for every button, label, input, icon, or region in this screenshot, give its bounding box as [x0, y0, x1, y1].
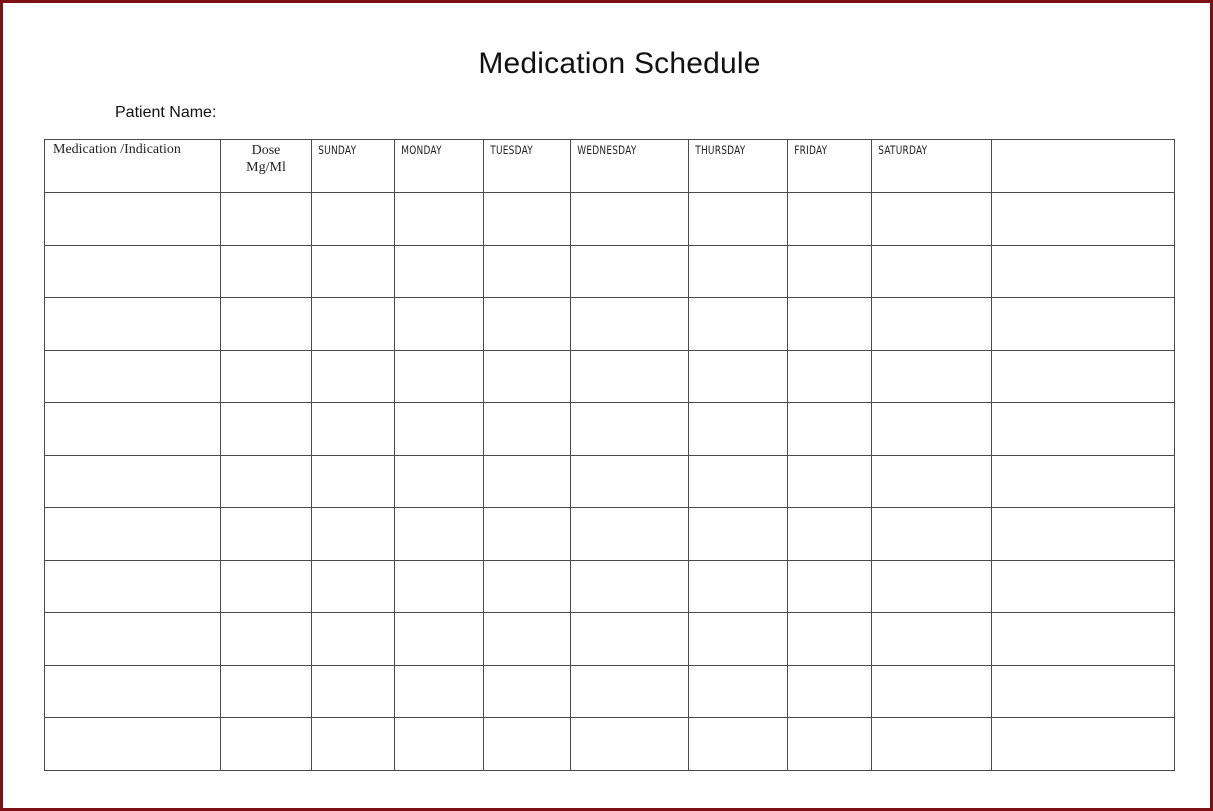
- cell-extra[interactable]: [992, 298, 1175, 351]
- cell-thursday[interactable]: [689, 613, 788, 666]
- cell-friday[interactable]: [788, 245, 872, 298]
- cell-sunday[interactable]: [312, 245, 395, 298]
- cell-medication[interactable]: [45, 455, 221, 508]
- cell-dose[interactable]: [221, 245, 312, 298]
- table-row: [45, 665, 1175, 718]
- cell-tuesday[interactable]: [484, 298, 571, 351]
- cell-extra[interactable]: [992, 245, 1175, 298]
- cell-tuesday[interactable]: [484, 403, 571, 456]
- cell-dose[interactable]: [221, 560, 312, 613]
- table-row: [45, 193, 1175, 246]
- cell-medication[interactable]: [45, 193, 221, 246]
- cell-monday[interactable]: [395, 508, 484, 561]
- cell-saturday[interactable]: [872, 560, 992, 613]
- header-wednesday-label: WEDNESDAY: [577, 143, 637, 157]
- table-row: [45, 403, 1175, 456]
- cell-sunday[interactable]: [312, 613, 395, 666]
- cell-wednesday[interactable]: [571, 350, 689, 403]
- header-wednesday: [571, 140, 689, 193]
- cell-sunday[interactable]: [312, 560, 395, 613]
- cell-sunday[interactable]: [312, 350, 395, 403]
- header-dose-line1: Dose: [251, 143, 281, 158]
- cell-friday[interactable]: [788, 298, 872, 351]
- cell-dose[interactable]: [221, 298, 312, 351]
- cell-monday[interactable]: [395, 245, 484, 298]
- cell-friday[interactable]: [788, 718, 872, 771]
- cell-medication[interactable]: [45, 245, 221, 298]
- header-thursday: [689, 140, 788, 193]
- header-extra: [992, 140, 1175, 193]
- header-medication-label: Medication /Indication: [53, 142, 181, 157]
- cell-monday[interactable]: [395, 718, 484, 771]
- cell-saturday[interactable]: [872, 350, 992, 403]
- table-row: [45, 718, 1175, 771]
- header-saturday: [872, 140, 992, 193]
- cell-thursday[interactable]: [689, 193, 788, 246]
- cell-sunday[interactable]: [312, 508, 395, 561]
- cell-dose[interactable]: [221, 350, 312, 403]
- cell-extra[interactable]: [992, 613, 1175, 666]
- cell-sunday[interactable]: [312, 193, 395, 246]
- cell-dose[interactable]: [221, 455, 312, 508]
- header-sunday-label: SUNDAY: [318, 143, 357, 157]
- cell-tuesday[interactable]: [484, 193, 571, 246]
- header-extra-label: [992, 140, 1134, 143]
- cell-monday[interactable]: [395, 613, 484, 666]
- cell-sunday[interactable]: [312, 665, 395, 718]
- medication-schedule-table: [44, 139, 1175, 771]
- cell-friday[interactable]: [788, 455, 872, 508]
- table-row: [45, 350, 1175, 403]
- cell-tuesday[interactable]: [484, 508, 571, 561]
- cell-wednesday[interactable]: [571, 665, 689, 718]
- cell-wednesday[interactable]: [571, 560, 689, 613]
- cell-dose[interactable]: [221, 665, 312, 718]
- cell-monday[interactable]: [395, 403, 484, 456]
- cell-monday[interactable]: [395, 665, 484, 718]
- cell-thursday[interactable]: [689, 245, 788, 298]
- cell-extra[interactable]: [992, 350, 1175, 403]
- cell-medication[interactable]: [45, 403, 221, 456]
- cell-dose[interactable]: [221, 508, 312, 561]
- cell-saturday[interactable]: [872, 613, 992, 666]
- cell-thursday[interactable]: [689, 403, 788, 456]
- cell-monday[interactable]: [395, 350, 484, 403]
- cell-tuesday[interactable]: [484, 718, 571, 771]
- cell-friday[interactable]: [788, 613, 872, 666]
- cell-wednesday[interactable]: [571, 298, 689, 351]
- cell-medication[interactable]: [45, 298, 221, 351]
- cell-wednesday[interactable]: [571, 718, 689, 771]
- header-tuesday-label: TUESDAY: [490, 143, 533, 157]
- cell-wednesday[interactable]: [571, 193, 689, 246]
- cell-wednesday[interactable]: [571, 613, 689, 666]
- header-dose: [221, 140, 312, 193]
- cell-extra[interactable]: [992, 455, 1175, 508]
- cell-monday[interactable]: [395, 560, 484, 613]
- cell-medication[interactable]: [45, 718, 221, 771]
- cell-thursday[interactable]: [689, 665, 788, 718]
- cell-thursday[interactable]: [689, 560, 788, 613]
- cell-friday[interactable]: [788, 665, 872, 718]
- schedule-body: [45, 193, 1175, 771]
- cell-extra[interactable]: [992, 193, 1175, 246]
- cell-medication[interactable]: [45, 613, 221, 666]
- header-dose-line2: Mg/Ml: [246, 160, 286, 175]
- header-row: [45, 140, 1175, 193]
- cell-tuesday[interactable]: [484, 245, 571, 298]
- table-row: [45, 298, 1175, 351]
- cell-medication[interactable]: [45, 665, 221, 718]
- cell-monday[interactable]: [395, 193, 484, 246]
- cell-thursday[interactable]: [689, 508, 788, 561]
- cell-friday[interactable]: [788, 193, 872, 246]
- header-monday-label: MONDAY: [401, 143, 442, 157]
- cell-saturday[interactable]: [872, 193, 992, 246]
- header-sunday: [312, 140, 395, 193]
- table-row: [45, 508, 1175, 561]
- cell-extra[interactable]: [992, 403, 1175, 456]
- cell-sunday[interactable]: [312, 718, 395, 771]
- cell-extra[interactable]: [992, 718, 1175, 771]
- table-row: [45, 613, 1175, 666]
- cell-tuesday[interactable]: [484, 613, 571, 666]
- cell-thursday[interactable]: [689, 298, 788, 351]
- cell-saturday[interactable]: [872, 508, 992, 561]
- cell-friday[interactable]: [788, 560, 872, 613]
- table-row: [45, 560, 1175, 613]
- cell-extra[interactable]: [992, 665, 1175, 718]
- cell-dose[interactable]: [221, 613, 312, 666]
- cell-extra[interactable]: [992, 560, 1175, 613]
- header-dose-label: [221, 140, 311, 176]
- cell-tuesday[interactable]: [484, 350, 571, 403]
- header-tuesday: [484, 140, 571, 193]
- cell-saturday[interactable]: [872, 665, 992, 718]
- cell-saturday[interactable]: [872, 455, 992, 508]
- cell-sunday[interactable]: [312, 455, 395, 508]
- header-saturday-label: SATURDAY: [878, 143, 928, 157]
- cell-saturday[interactable]: [872, 298, 992, 351]
- cell-friday[interactable]: [788, 508, 872, 561]
- cell-monday[interactable]: [395, 298, 484, 351]
- cell-dose[interactable]: [221, 193, 312, 246]
- cell-wednesday[interactable]: [571, 508, 689, 561]
- cell-medication[interactable]: [45, 508, 221, 561]
- cell-thursday[interactable]: [689, 718, 788, 771]
- cell-tuesday[interactable]: [484, 455, 571, 508]
- cell-medication[interactable]: [45, 560, 221, 613]
- cell-medication[interactable]: [45, 350, 221, 403]
- header-thursday-label: THURSDAY: [695, 143, 746, 157]
- cell-extra[interactable]: [992, 508, 1175, 561]
- cell-saturday[interactable]: [872, 403, 992, 456]
- cell-sunday[interactable]: [312, 403, 395, 456]
- cell-tuesday[interactable]: [484, 665, 571, 718]
- header-friday-label: FRIDAY: [794, 143, 828, 157]
- cell-wednesday[interactable]: [571, 245, 689, 298]
- cell-friday[interactable]: [788, 403, 872, 456]
- patient-name-label: Patient Name:: [115, 104, 217, 121]
- document-title: Medication Schedule: [478, 47, 761, 80]
- cell-friday[interactable]: [788, 350, 872, 403]
- table-row: [45, 245, 1175, 298]
- cell-saturday[interactable]: [872, 718, 992, 771]
- cell-thursday[interactable]: [689, 455, 788, 508]
- cell-sunday[interactable]: [312, 298, 395, 351]
- cell-thursday[interactable]: [689, 350, 788, 403]
- header-friday: [788, 140, 872, 193]
- cell-monday[interactable]: [395, 455, 484, 508]
- header-monday: [395, 140, 484, 193]
- cell-wednesday[interactable]: [571, 455, 689, 508]
- cell-tuesday[interactable]: [484, 560, 571, 613]
- header-medication: [45, 140, 221, 193]
- table-row: [45, 455, 1175, 508]
- cell-dose[interactable]: [221, 403, 312, 456]
- cell-saturday[interactable]: [872, 245, 992, 298]
- cell-wednesday[interactable]: [571, 403, 689, 456]
- cell-dose[interactable]: [221, 718, 312, 771]
